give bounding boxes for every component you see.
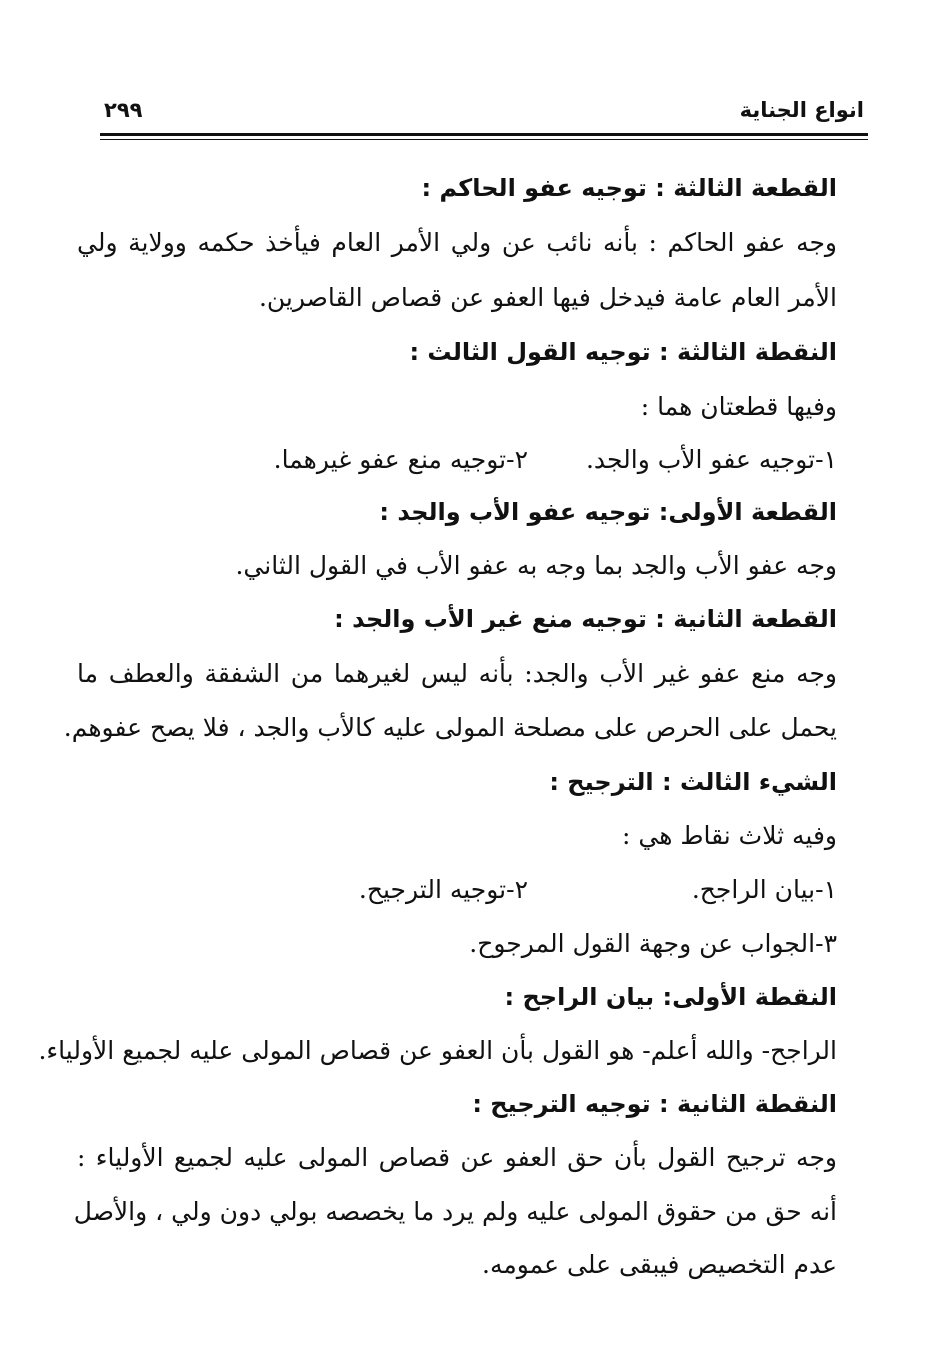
paragraph-line: وجه عفو الأب والجد بما وجه به عفو الأب في القول الثاني. <box>235 551 837 580</box>
chapter-title: انواع الجناية <box>739 98 864 122</box>
running-header <box>100 98 868 138</box>
header-rule-thick <box>100 133 868 136</box>
list-item: ٣-الجواب عن وجهة القول المرجوح. <box>469 929 837 958</box>
list-item: ١-توجيه عفو الأب والجد. <box>585 445 837 474</box>
paragraph-line: وجه ترجيح القول بأن حق العفو عن قصاص المولى عليه لجميع الأولياء : <box>77 1143 837 1172</box>
heading-third-thing: الشيء الثالث : الترجيح : <box>549 768 837 796</box>
paragraph-line: أنه حق من حقوق المولى عليه ولم يرد ما يخصصه بولي دون ولي ، والأصل <box>73 1197 837 1226</box>
heading-second-point: النقطة الثانية : توجيه الترجيح : <box>472 1090 837 1118</box>
list-item: ١-بيان الراجح. <box>691 875 837 904</box>
heading-third-point: النقطة الثالثة : توجيه القول الثالث : <box>409 338 837 366</box>
heading-first-part: القطعة الأولى: توجيه عفو الأب والجد : <box>379 498 837 526</box>
paragraph-line: وجه عفو الحاكم : بأنه نائب عن ولي الأمر العام فيأخذ حكمه وولاية ولي <box>77 228 837 257</box>
heading-third-part: القطعة الثالثة : توجيه عفو الحاكم : <box>421 174 837 202</box>
header-rule-thin <box>100 139 868 140</box>
paragraph-line: وجه منع عفو غير الأب والجد: بأنه ليس لغيرهما من الشفقة والعطف ما <box>77 659 837 688</box>
paragraph-line: يحمل على الحرص على مصلحة المولى عليه كالأب والجد ، فلا يصح عفوهم. <box>63 713 837 742</box>
paragraph-line: وفيه ثلاث نقاط هي : <box>622 821 837 850</box>
list-item: ٢-توجيه الترجيح. <box>358 875 528 904</box>
paragraph-line: الراجح- والله أعلم- هو القول بأن العفو عن قصاص المولى عليه لجميع الأولياء. <box>38 1036 837 1065</box>
paragraph-line: وفيها قطعتان هما : <box>640 392 837 421</box>
list-item: ٢-توجيه منع عفو غيرهما. <box>273 445 528 474</box>
paragraph-line: عدم التخصيص فيبقى على عمومه. <box>482 1250 837 1279</box>
heading-second-part: القطعة الثانية : توجيه منع غير الأب والجد : <box>334 605 837 633</box>
page-number: ٢٩٩ <box>104 98 143 122</box>
paragraph-line: الأمر العام عامة فيدخل فيها العفو عن قصاص القاصرين. <box>258 283 837 312</box>
heading-first-point: النقطة الأولى: بيان الراجح : <box>504 983 837 1011</box>
